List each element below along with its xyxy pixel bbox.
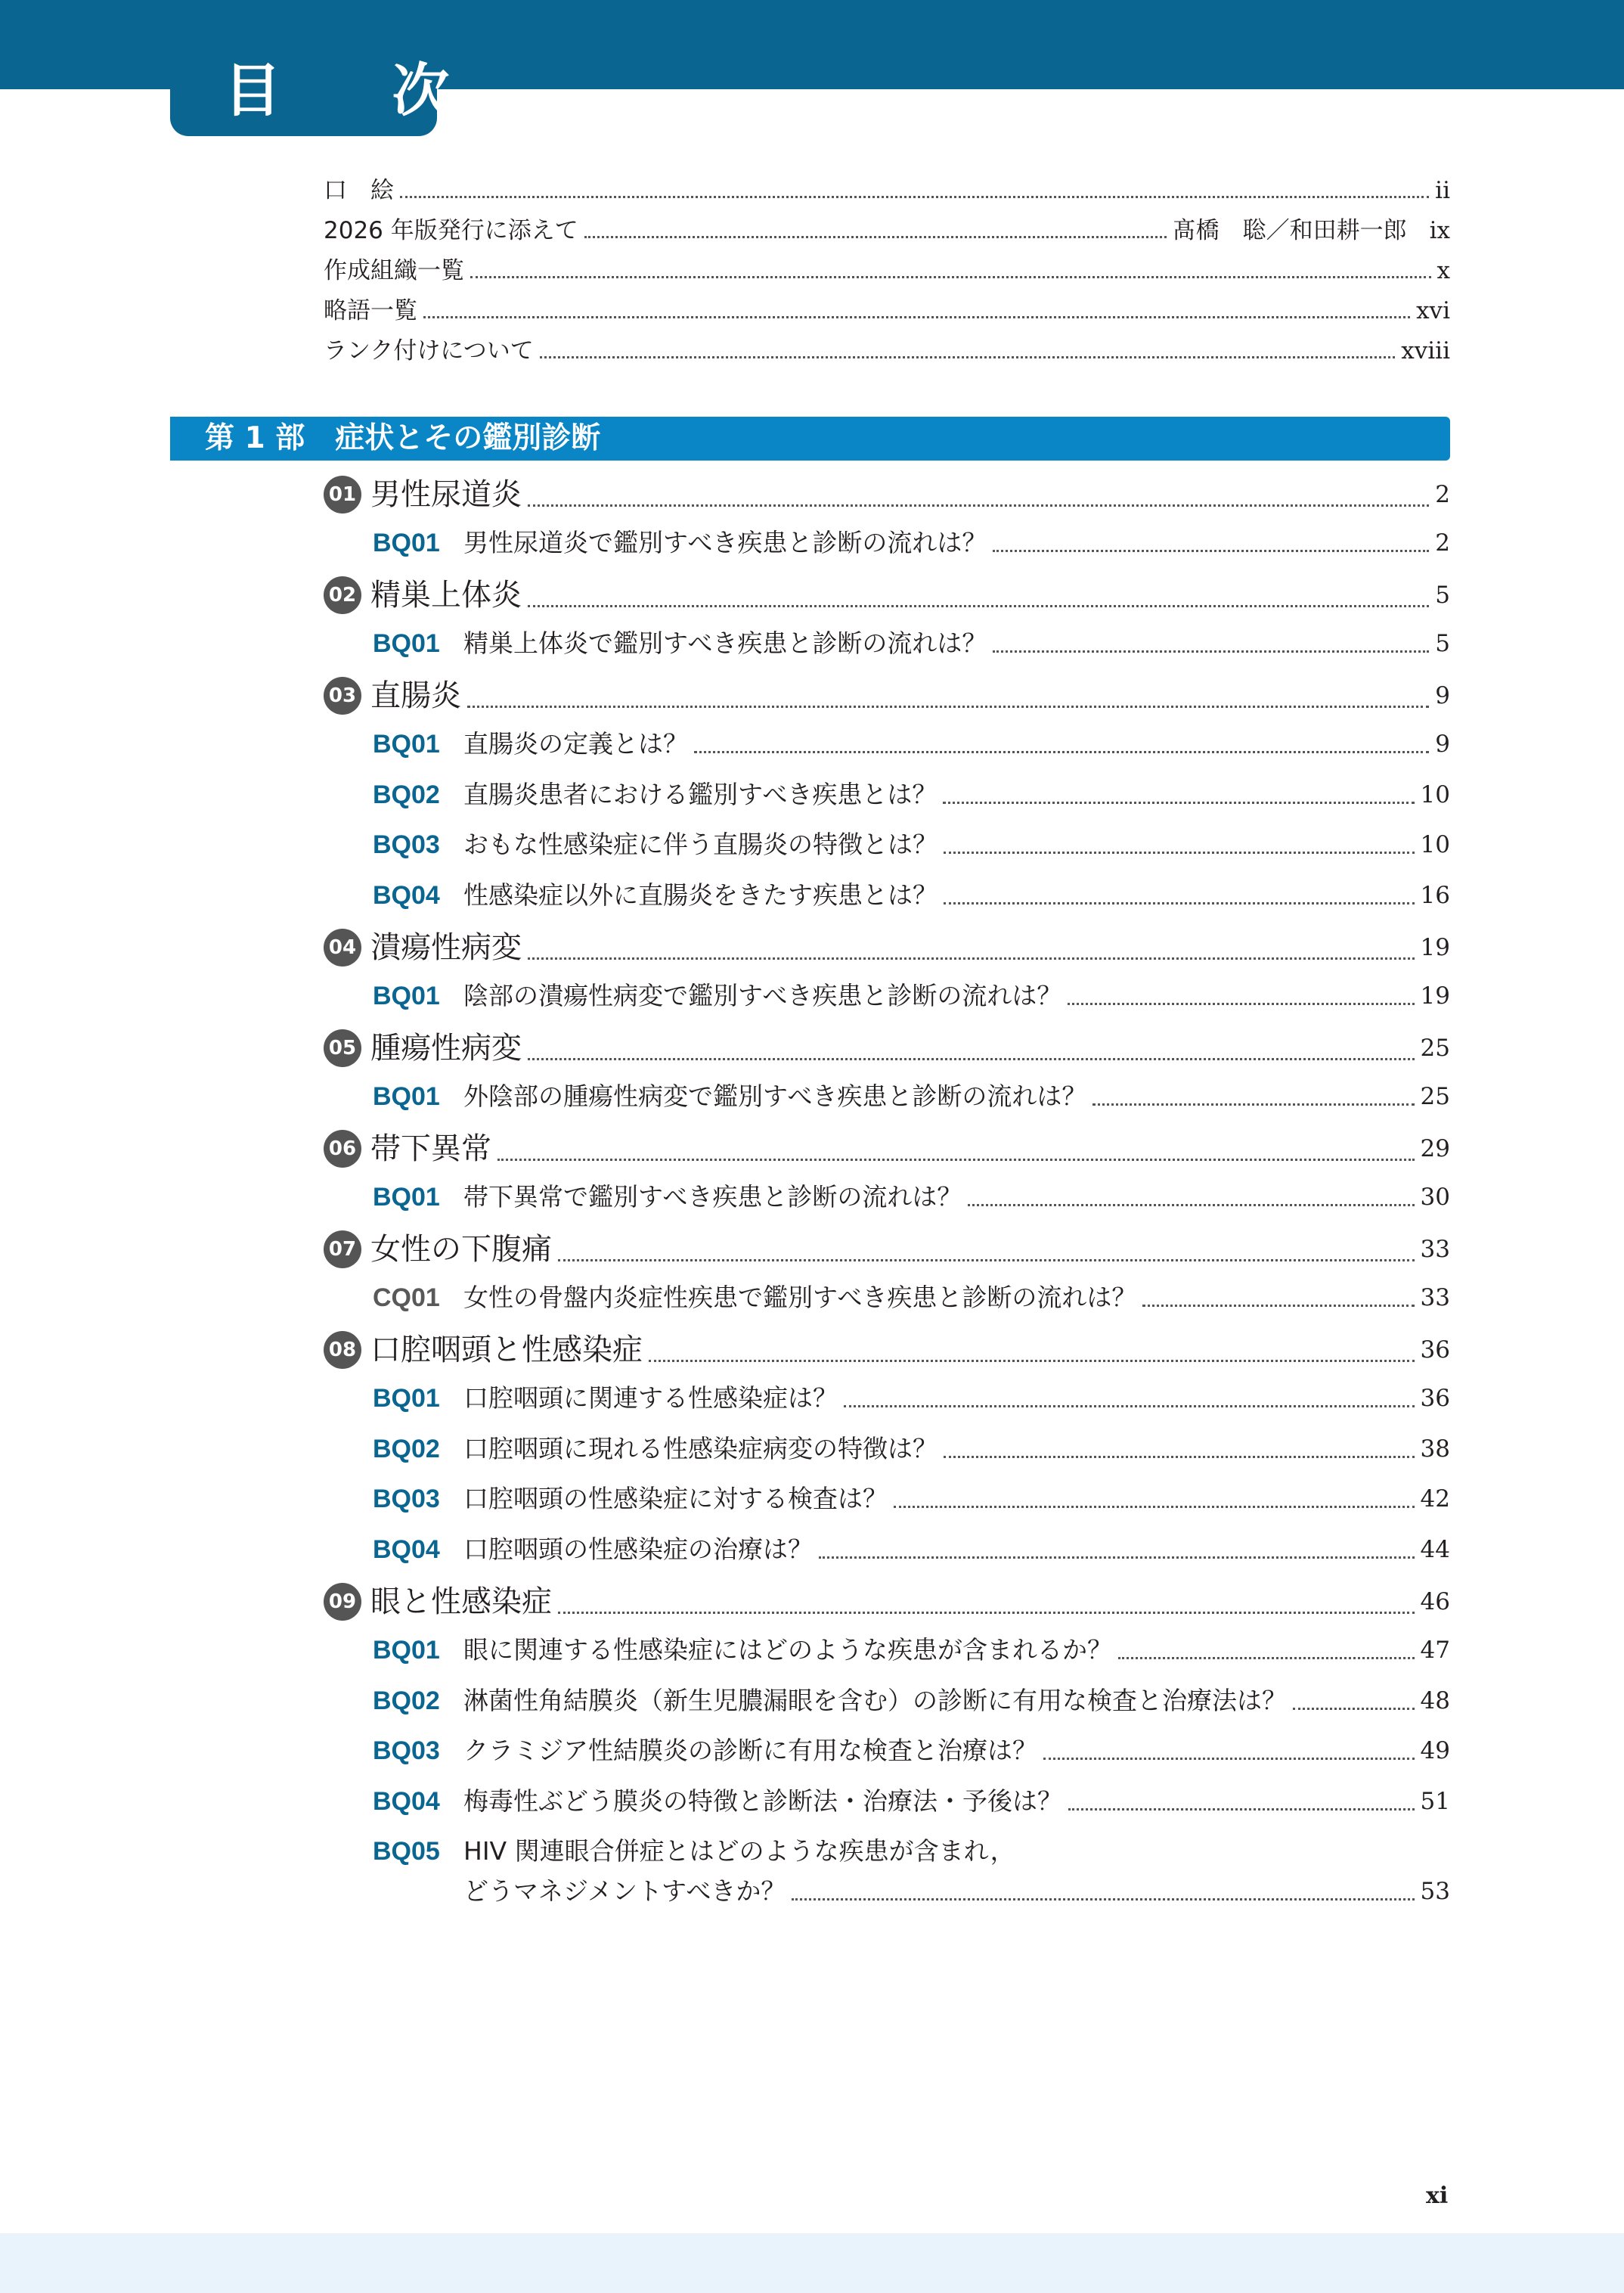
question-entry[interactable] (373, 828, 1450, 861)
question-entry[interactable] (373, 1281, 1450, 1314)
part-heading[interactable] (170, 417, 1450, 461)
question-code: BQ02 (373, 1435, 440, 1463)
chapter-number-badge: 04 (324, 929, 361, 967)
part-title: 症状とその鑑別診断 (335, 421, 601, 455)
page-number: ii (1435, 177, 1450, 204)
entry-label: ランク付けについて (324, 337, 534, 365)
chapter-entry[interactable] (324, 928, 1450, 967)
question-entry[interactable] (373, 1382, 1450, 1415)
question-code: BQ02 (373, 1686, 440, 1715)
page-number: 10 (1420, 781, 1450, 808)
leader-dots (528, 504, 1429, 507)
question-entry[interactable] (373, 1181, 1450, 1214)
leader-dots (528, 605, 1429, 607)
question-entry[interactable] (373, 1432, 1450, 1466)
leader-dots (1068, 1003, 1414, 1005)
page-number: 30 (1420, 1184, 1450, 1211)
question-entry[interactable] (373, 1634, 1450, 1667)
leader-dots (558, 1612, 1415, 1614)
page-number: 47 (1420, 1637, 1450, 1664)
question-code: BQ01 (373, 1183, 440, 1212)
question-entry[interactable] (373, 979, 1450, 1013)
question-entry[interactable] (373, 627, 1450, 660)
chapter-number-badge: 07 (324, 1230, 361, 1268)
page-number: 25 (1420, 1083, 1450, 1110)
chapter-number-badge: 05 (324, 1029, 361, 1067)
question-code: BQ01 (373, 529, 440, 557)
leader-dots (540, 356, 1395, 358)
leader-dots (1142, 1305, 1414, 1307)
question-text: 帯下異常で鑑別すべき疾患と診断の流れは？ (463, 1182, 962, 1212)
question-entry[interactable] (373, 1684, 1450, 1717)
chapter-number-badge: 06 (324, 1130, 361, 1168)
leader-dots (497, 1159, 1415, 1161)
leader-dots (528, 1058, 1415, 1060)
question-entry[interactable] (373, 1080, 1450, 1113)
page-folio: xi (1426, 2183, 1449, 2209)
chapter-number-badge: 02 (324, 576, 361, 614)
chapter-entry[interactable] (324, 1582, 1450, 1621)
question-text: 淋菌性角結膜炎（新生児膿漏眼を含む）の診断に有用な検査と治療法は？ (463, 1686, 1287, 1715)
entry-label: 口 絵 (324, 177, 394, 204)
entry-label: 2026 年版発行に添えて (324, 217, 578, 244)
page-number: 16 (1420, 882, 1450, 909)
toc-entry-abbreviations[interactable] (324, 296, 1450, 326)
question-entry[interactable] (373, 728, 1450, 761)
page-number: 9 (1435, 731, 1450, 758)
chapter-entry[interactable] (324, 475, 1450, 514)
leader-dots (558, 1259, 1415, 1261)
page-number: 19 (1420, 934, 1450, 961)
page-number: 36 (1420, 1336, 1450, 1364)
chapter-number-badge: 08 (324, 1331, 361, 1369)
question-entry[interactable] (373, 1785, 1450, 1818)
question-entry[interactable] (373, 1482, 1450, 1516)
question-code: BQ01 (373, 1082, 440, 1111)
leader-dots (400, 196, 1429, 198)
question-entry[interactable] (373, 526, 1450, 560)
chapter-title: 腫瘍性病変 (370, 1031, 522, 1066)
chapter-entry[interactable] (324, 1029, 1450, 1068)
question-text: 男性尿道炎で鑑別すべき疾患と診断の流れは？ (463, 528, 987, 557)
leader-dots (423, 316, 1410, 318)
leader-dots (467, 706, 1429, 708)
footer-band (0, 2233, 1624, 2293)
entry-label: 作成組織一覧 (324, 257, 464, 284)
page-number: 5 (1435, 582, 1450, 609)
page-number: 2 (1435, 529, 1450, 557)
question-text: 精巣上体炎で鑑別すべき疾患と診断の流れは？ (463, 628, 987, 658)
question-text-continued: どうマネジメントすべきか？ (463, 1876, 786, 1906)
leader-dots (844, 1405, 1415, 1407)
page-number: 9 (1435, 682, 1450, 709)
question-text: 陰部の潰瘍性病変で鑑別すべき疾患と診断の流れは？ (463, 981, 1062, 1010)
question-entry-line1[interactable] (373, 1835, 1015, 1868)
page-number: 29 (1420, 1135, 1450, 1162)
question-entry[interactable] (373, 1533, 1450, 1566)
leader-dots (528, 957, 1415, 960)
leader-dots (1118, 1657, 1415, 1659)
question-code: BQ04 (373, 881, 440, 910)
page-number: 44 (1420, 1536, 1450, 1563)
leader-dots (694, 751, 1429, 753)
toc-entry-frontispiece[interactable] (324, 175, 1450, 206)
question-text: 直腸炎患者における鑑別すべき疾患とは？ (463, 780, 938, 809)
question-code: BQ01 (373, 1384, 440, 1413)
chapter-entry[interactable] (324, 1230, 1450, 1269)
question-text: 外陰部の腫瘍性病変で鑑別すべき疾患と診断の流れは？ (463, 1081, 1087, 1111)
chapter-number-badge: 01 (324, 476, 361, 514)
toc-entry-preface[interactable] (324, 216, 1450, 246)
page-number: xviii (1401, 337, 1450, 365)
page-number: 38 (1420, 1435, 1450, 1463)
leader-dots (993, 650, 1429, 653)
page-number: 49 (1420, 1737, 1450, 1764)
page-number: ix (1429, 217, 1450, 244)
leader-dots (968, 1204, 1414, 1206)
leader-dots (1068, 1808, 1415, 1811)
question-code: BQ01 (373, 982, 440, 1010)
toc-entry-organization[interactable] (324, 256, 1450, 286)
chapter-title: 男性尿道炎 (370, 477, 522, 512)
part-number: 第 1 部 (205, 421, 305, 455)
page-number: 46 (1420, 1588, 1450, 1615)
question-text: 梅毒性ぶどう膜炎の特徴と診断法・治療法・予後は？ (463, 1786, 1062, 1816)
question-text: おもな性感染症に伴う直腸炎の特徴とは？ (463, 830, 938, 859)
question-text: HIV 関連眼合併症とはどのような疾患が含まれ， (463, 1836, 1015, 1866)
leader-dots (993, 550, 1429, 552)
question-code: CQ01 (373, 1283, 440, 1312)
chapter-title: 直腸炎 (370, 678, 461, 713)
leader-dots (584, 236, 1167, 238)
question-code: BQ05 (373, 1837, 440, 1866)
leader-dots (470, 276, 1431, 278)
question-text: クラミジア性結膜炎の診断に有用な検査と治療は？ (463, 1736, 1037, 1765)
page-number: 53 (1420, 1878, 1450, 1905)
question-text: 口腔咽頭の性感染症に対する検査は？ (463, 1484, 888, 1513)
page-number: 42 (1420, 1485, 1450, 1513)
chapter-entry[interactable] (324, 576, 1450, 615)
question-code: BQ01 (373, 629, 440, 658)
chapter-entry[interactable] (324, 676, 1450, 715)
question-entry[interactable] (373, 1734, 1450, 1767)
question-code: BQ04 (373, 1535, 440, 1564)
question-code: BQ03 (373, 1485, 440, 1513)
entry-author: 髙橋 聡／和田耕一郎 (1172, 217, 1407, 244)
question-text: 口腔咽頭の性感染症の治療は？ (463, 1534, 813, 1564)
page-number: 48 (1420, 1687, 1450, 1714)
leader-dots (792, 1898, 1414, 1900)
page-number: 10 (1420, 831, 1450, 858)
question-code: BQ01 (373, 1636, 440, 1665)
question-code: BQ04 (373, 1787, 440, 1816)
page-number: x (1436, 257, 1450, 284)
page-title: 目 次 (224, 57, 495, 124)
leader-dots (819, 1556, 1415, 1559)
page-number: 5 (1435, 630, 1450, 657)
entry-label: 略語一覧 (324, 297, 417, 324)
leader-dots (943, 802, 1414, 804)
question-text: 口腔咽頭に関連する性感染症は？ (463, 1383, 838, 1413)
question-code: BQ02 (373, 780, 440, 809)
question-text: 性感染症以外に直腸炎をきたす疾患とは？ (463, 880, 938, 910)
question-code: BQ03 (373, 830, 440, 859)
leader-dots (649, 1360, 1415, 1362)
chapter-title: 潰瘍性病変 (370, 930, 522, 965)
leader-dots (1293, 1708, 1415, 1710)
question-text: 眼に関連する性感染症にはどのような疾患が含まれるか？ (463, 1635, 1112, 1665)
chapter-title: 口腔咽頭と性感染症 (370, 1333, 643, 1367)
chapter-title: 精巣上体炎 (370, 578, 522, 613)
page-number: 51 (1420, 1788, 1450, 1815)
question-code: BQ01 (373, 730, 440, 759)
chapter-entry[interactable] (324, 1330, 1450, 1370)
chapter-number-badge: 09 (324, 1583, 361, 1621)
chapter-title: 帯下異常 (370, 1131, 491, 1166)
chapter-title: 眼と性感染症 (370, 1584, 552, 1619)
chapter-entry[interactable] (324, 1129, 1450, 1168)
question-text: 直腸炎の定義とは？ (463, 729, 688, 759)
page-number: 33 (1420, 1284, 1450, 1311)
leader-dots (944, 852, 1415, 854)
page-number: 2 (1435, 481, 1450, 508)
page-number: 33 (1420, 1236, 1450, 1263)
leader-dots (894, 1506, 1415, 1508)
question-code: BQ03 (373, 1736, 440, 1765)
question-text: 口腔咽頭に現れる性感染症病変の特徴は？ (463, 1434, 938, 1463)
page-number: 36 (1420, 1385, 1450, 1412)
chapter-number-badge: 03 (324, 677, 361, 715)
question-entry[interactable] (373, 879, 1450, 912)
leader-dots (944, 902, 1415, 904)
page-number: xvi (1416, 297, 1450, 324)
chapter-title: 女性の下腹痛 (370, 1232, 552, 1267)
leader-dots (1043, 1758, 1415, 1760)
question-entry-line2[interactable] (463, 1875, 1450, 1908)
toc-entry-ranking[interactable] (324, 336, 1450, 366)
question-text: 女性の骨盤内炎症性疾患で鑑別すべき疾患と診断の流れは？ (463, 1283, 1137, 1312)
question-entry[interactable] (373, 778, 1450, 811)
page-number: 25 (1420, 1035, 1450, 1062)
page-number: 19 (1420, 982, 1450, 1010)
leader-dots (1092, 1103, 1414, 1106)
leader-dots (944, 1456, 1415, 1458)
